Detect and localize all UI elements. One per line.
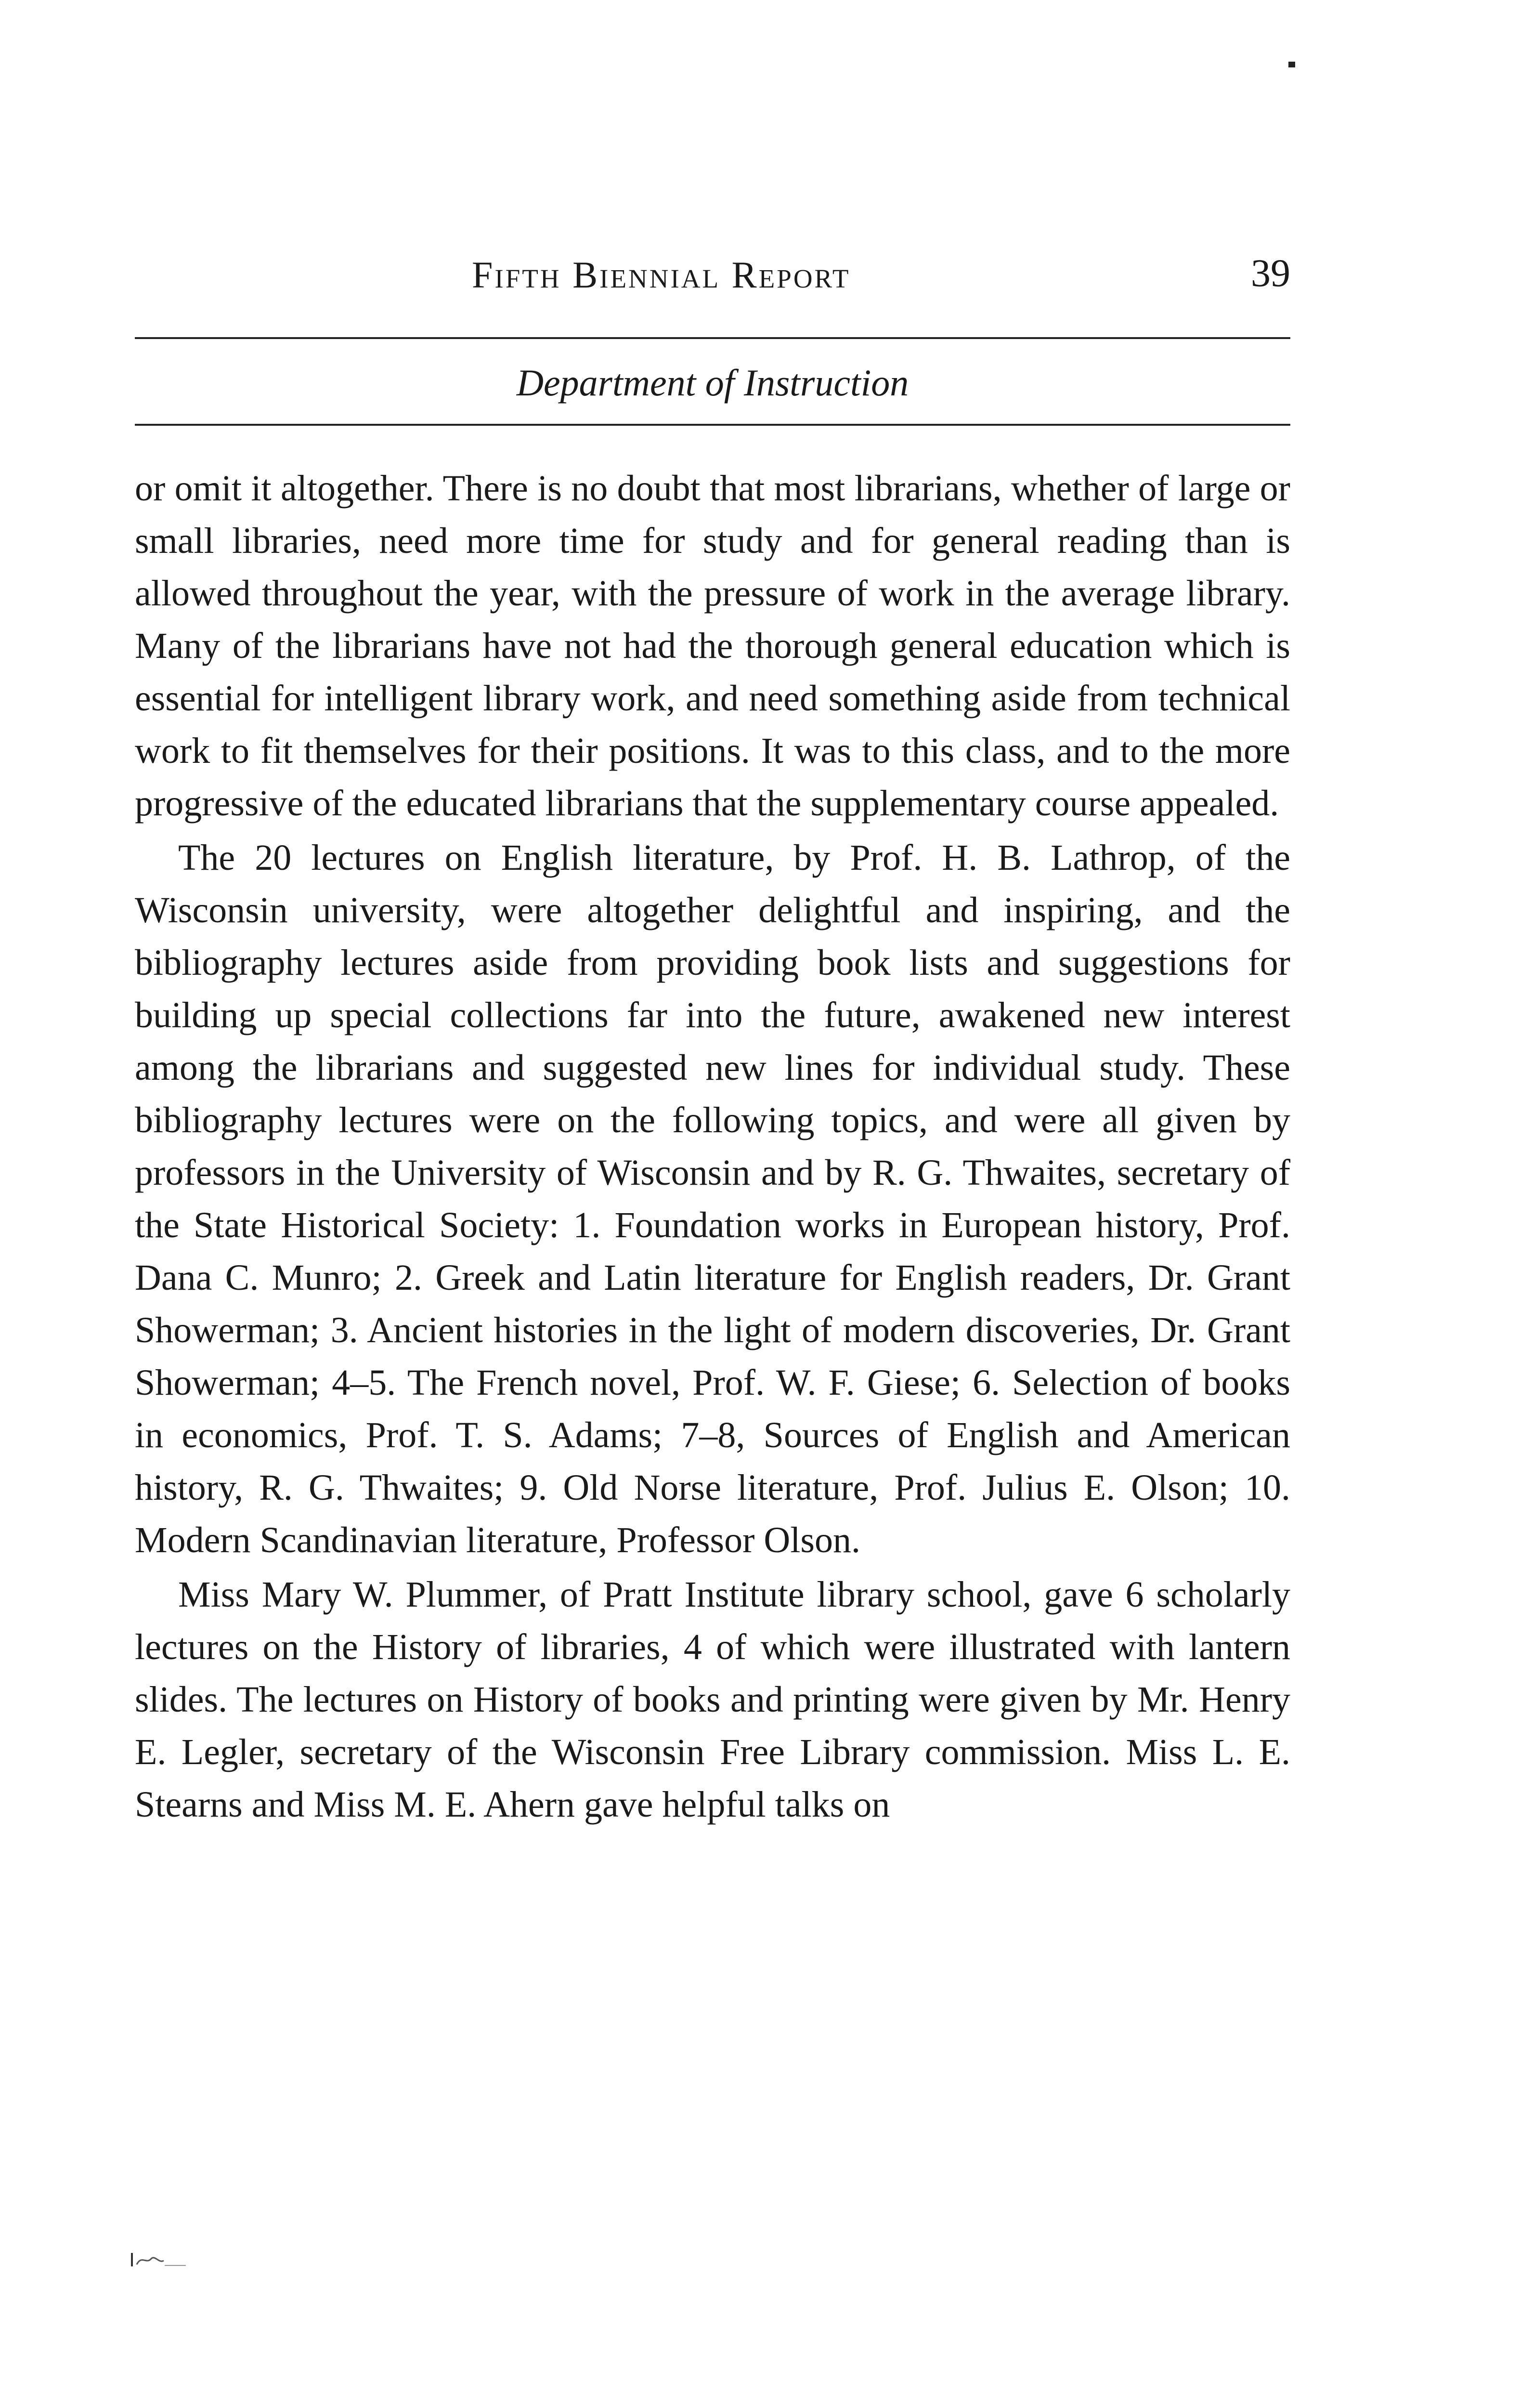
body-text — [135, 462, 1290, 1831]
paragraph-plummer: Miss Mary W. Plummer, of Pratt Institute library school, gave 6 scholarly lectures on the History of libraries, 4 of which were illustrated with lantern slides. The lectures on History of books and printing were given by Mr. Henry E. Legler, secretary of the Wisconsin Free Library commission. Miss L. E. Stearns and Miss M. E. Ahern gave helpful talks on — [135, 1574, 1290, 1825]
paragraph-continued: or omit it altogether. There is no doubt that most librarians, whether of large or small libraries, need more time for study and for general reading than is allowed throughout the year, with the pressure of work in the average library. Many of the librarians have not had the thorough general education which is essential for intelligent library work, and need something aside from technical work to fit themselves for their positions. It was to this class, and to the more progressive of the educated librarians that the supplementary course appealed. — [135, 468, 1290, 824]
running-title: Fifth Biennial Report — [472, 254, 851, 296]
printer-mark — [130, 2250, 188, 2269]
running-head — [135, 250, 1290, 303]
header-rule-bottom — [135, 424, 1290, 426]
paragraph-lectures: The 20 lectures on English literature, by Prof. H. B. Lathrop, of the Wisconsin university, were altogether delightful and inspiring, and the bibliography lectures aside from providing book lists and suggestions for building up special collections far into the future, awakened new interest among the librarians and suggested new lines for individual study. These bibliography lectures were on the following topics, and were all given by professors in the University of Wisconsin and by R. G. Thwaites, secretary of the State Historical Society: 1. Foundation works in European history, Prof. Dana C. Munro; 2. Greek and Latin literature for English readers, Dr. Grant Showerman; 3. Ancient histories in the light of modern discoveries, Dr. Grant Showerman; 4–5. The French novel, Prof. W. F. Giese; 6. Selection of books in economics, Prof. T. S. Adams; 7–8, Sources of English and American history, R. G. Thwaites; 9. Old Norse literature, Prof. Julius E. Olson; 10. Modern Scandinavian literature, Professor Olson. — [135, 838, 1290, 1560]
department-heading: Department of Instruction — [516, 362, 909, 404]
page-number: 39 — [1251, 251, 1290, 295]
ink-speck — [1288, 62, 1295, 67]
header-rule-top — [135, 337, 1290, 339]
